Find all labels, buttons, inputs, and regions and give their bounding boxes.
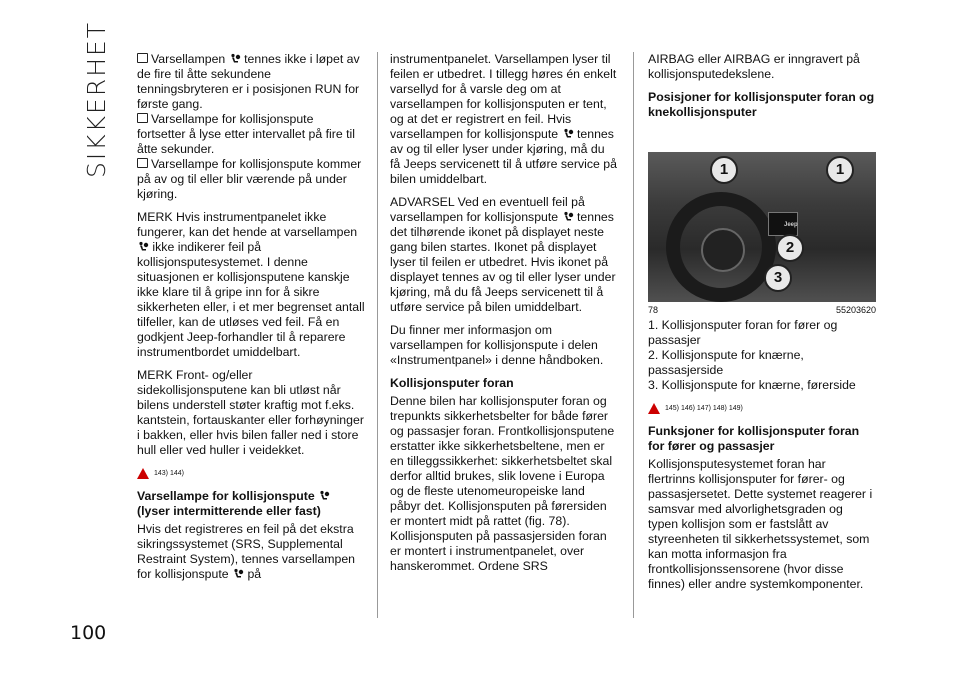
- legend-item: 2. Kollisjonspute for knærne, passasjerside: [648, 348, 804, 377]
- jeep-logo: Jeep: [784, 222, 798, 228]
- bullet-icon: [137, 158, 148, 168]
- body-paragraph: instrumentpanelet. Varsellampen lyser til feilen er utbedret. I tillegg høres én enkelt varsellyd for å varsle deg om at varsellampen for kollisjonsputen er tent, og at det er registrert en feil. Hvis varsellampen for kollisjonspute tennes av og til eller lyser under kjøring, må du få Jeeps servicenett til å utføre service på bilen umiddelbart.: [390, 52, 617, 186]
- figure-caption: [648, 303, 876, 318]
- page-number: 100: [70, 622, 107, 644]
- bullet-icon: [137, 53, 148, 63]
- body-paragraph: Denne bilen har kollisjonsputer foran og trepunkts sikkerhetsbelter for både fører og passasjer foran. Frontkollisjonsputene erstatter ikke sikkerhetsbeltene, men er en tilleggssikkerhet: sikkerhetsbeltet skal derfor alltid brukes, slik lovene i Europa og de fleste utenomeuropeiske land påbyr det. Kollisjonsputen på førersiden er montert midt på rattet (fig. 78). Kollisjonsputen på passasjersiden foran er montert i instrumentpanelet, over hanskerommet. Ordene SRS: [390, 394, 615, 573]
- callout-badge: 2: [776, 234, 804, 262]
- figure-number: 78: [648, 305, 659, 315]
- section-heading: Funksjoner for kollisjonsputer foran for fører og passasjer: [648, 424, 860, 453]
- column-divider: [633, 52, 634, 618]
- body-paragraph: AIRBAG eller AIRBAG er inngravert på kollisjonsputedekslene.: [648, 52, 860, 81]
- body-paragraph: ADVARSEL Ved en eventuell feil på varsellampen for kollisjonspute tennes det tilhørende ikonet på displayet neste gang bilen startes. Ikonet på displayet lyser til feilen er utbedret. Hvis ikonet på displayet tennes av og til eller lyser under kjøring, må du få Jeeps servicenett til å utføre service på bilen umiddelbart.: [390, 195, 616, 314]
- section-heading: Posisjoner for kollisjonsputer foran og knekollisjonsputer: [648, 90, 875, 119]
- callout-badge: 1: [826, 156, 854, 184]
- airbag-warning-icon: [232, 568, 244, 580]
- figure-legend: [648, 318, 876, 393]
- warning-refs: 143) 144): [137, 466, 365, 481]
- body-paragraph: Du finner mer informasjon om varsellampen for kollisjonspute i delen «Instrumentpanel» i denne håndboken.: [390, 323, 604, 367]
- callout-badge: 3: [764, 264, 792, 292]
- column-2: [390, 52, 618, 582]
- legend-item: 3. Kollisjonspute for knærne, førerside: [648, 378, 856, 392]
- callout-badge: 1: [710, 156, 738, 184]
- bullet-icon: [137, 113, 148, 123]
- note-paragraph: MERK Front- og/eller sidekollisjonsputene kan bli utløst når bilens understell støter kraftig mot f.eks. kantstein, fortauskanter eller forhøyninger i bakken, eller hvis bilen faller ned i store hull eller ved huller i veidekket.: [137, 368, 364, 457]
- airbag-warning-icon: [318, 490, 330, 502]
- airbag-warning-icon: [562, 211, 574, 223]
- note-paragraph: MERK Hvis instrumentpanelet ikke fungerer, kan det hende at varsellampen ikke indikerer feil på kollisjonsputesystemet. I denne situasjonen er kollisjonsputene kanskje ikke klare til å gripe inn for å sikre sikkerheten eller, i et mer begrenset antall tilfeller, kan de utløses ved feil. Få en godkjent Jeep-forhandler til å reparere instrumentbordet umiddelbart.: [137, 210, 365, 359]
- airbag-warning-icon: [137, 241, 149, 253]
- list-item: Varsellampe for kollisjonspute fortsetter å lyse etter intervallet på fire til åtte sekunder.: [137, 112, 356, 156]
- column-divider: [377, 52, 378, 618]
- figure-code: 55203620: [835, 305, 876, 315]
- list-item: Varsellampe for kollisjonspute kommer på av og til eller blir værende på under kjøring.: [137, 157, 362, 201]
- section-heading: Kollisjonsputer foran: [390, 376, 514, 390]
- section-heading: Varsellampe for kollisjonspute (lyser intermitterende eller fast): [137, 489, 365, 519]
- warning-refs: 145) 146) 147) 148) 149): [648, 401, 876, 416]
- warning-triangle-icon: [648, 403, 660, 414]
- list-item: Varsellampen tennes ikke i løpet av de fire til åtte sekundene tenningsbryteren er i posisjonen RUN for første gang.: [137, 52, 360, 111]
- warning-triangle-icon: [137, 468, 149, 479]
- steering-hub: [701, 228, 745, 272]
- legend-item: 1. Kollisjonsputer foran for fører og passasjer: [648, 318, 838, 347]
- airbag-warning-icon: [229, 53, 241, 65]
- body-paragraph: Kollisjonsputesystemet foran har flertrinns kollisjonsputer for fører- og passasjersetet. Dette systemet reagerer i samsvar med alvorlighetsgraden og typen kollisjon som er fastslått av styreenheten til sikkerhetssystemet, som kan motta informasjon fra frontkollisjonssensorene (hvor disse finnes) eller andre systemkomponenter.: [648, 457, 873, 591]
- section-title: SIKKERHET: [82, 20, 111, 178]
- dashboard-figure: [648, 152, 876, 302]
- body-paragraph: Hvis det registreres en feil på det ekstra sikringssystemet (SRS, Supplemental Restraint System), tennes varsellampen for kollisjonspute på: [137, 522, 356, 581]
- column-3: [648, 52, 876, 600]
- airbag-warning-icon: [562, 128, 574, 140]
- column-1: [137, 52, 365, 590]
